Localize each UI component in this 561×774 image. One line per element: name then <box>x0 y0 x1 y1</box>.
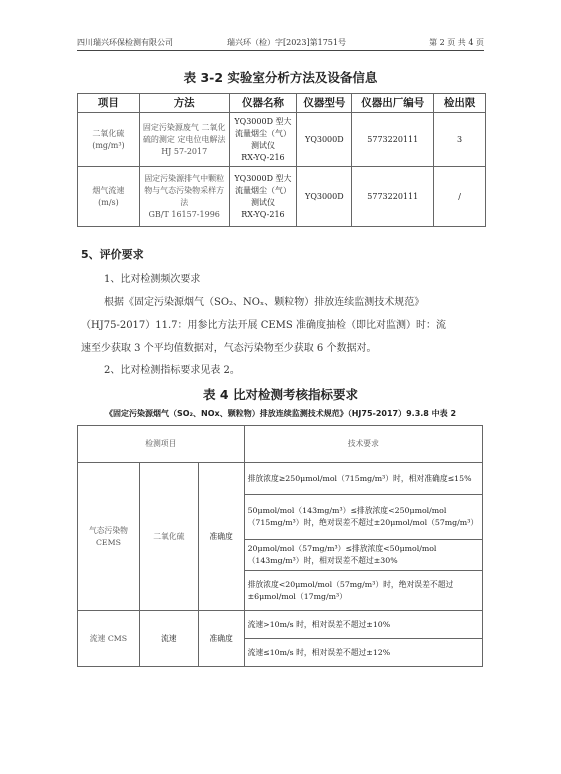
cell-accuracy: 准确度 <box>198 463 244 611</box>
paragraph-indicator: 2、比对检测指标要求见表 2。 <box>104 365 240 376</box>
cell-item: 烟气流速 (m/s) <box>78 167 140 227</box>
page-header <box>77 37 484 51</box>
th-check-item: 检测项目 <box>78 426 245 463</box>
cell-model: YQ3000D <box>297 167 352 227</box>
header-company: 四川瑞兴环保检测有限公司 <box>77 38 173 47</box>
cell-limit: / <box>434 167 486 227</box>
table-4-title: 表 4 比对检测考核指标要求 <box>203 387 358 402</box>
table-4-caption: 《固定污染源烟气（SO₂、NOx、颗粒物）排放连续监测技术规范》（HJ75-2017）9.3.8 中表 2 <box>104 409 457 418</box>
cell-serial: 5773220111 <box>352 113 434 167</box>
cell-method: 固定污染源废气 二氧化硫的测定 定电位电解法 HJ 57-2017 <box>139 113 229 167</box>
cell-item: 二氧化硫 (mg/m³) <box>78 113 140 167</box>
table-3-2-title: 表 3-2 实验室分析方法及设备信息 <box>183 70 378 85</box>
th-item: 项目 <box>78 94 140 113</box>
cell-serial: 5773220111 <box>352 167 434 227</box>
header-page-number: 第 2 页 共 4 页 <box>429 38 484 47</box>
th-limit: 检出限 <box>434 94 486 113</box>
th-model: 仪器型号 <box>297 94 352 113</box>
table-row <box>78 167 486 227</box>
table-row <box>78 113 486 167</box>
cell-requirement: 排放浓度<20μmol/mol（57mg/m³）时，绝对误差不超过±6μmol/mol（17mg/m³） <box>244 571 482 611</box>
cell-requirement: 50μmol/mol（143mg/m³）≤排放浓度<250μmol/mol（715mg/m³）时，绝对误差不超过±20μmol/mol（57mg/m³） <box>244 495 482 540</box>
cell-requirement: 流速>10m/s 时，相对误差不超过±10% <box>244 611 482 639</box>
header-divider <box>77 50 484 51</box>
cell-instrument: YQ3000D 型大流量烟尘（气）测试仪 RX-YQ-216 <box>229 167 297 227</box>
cell-requirement: 20μmol/mol（57mg/m³）≤排放浓度<50μmol/mol（143mg/m³）时，相对误差不超过±30% <box>244 540 482 571</box>
table-header-row <box>78 94 486 113</box>
cell-requirement: 流速≤10m/s 时，相对误差不超过±12% <box>244 639 482 667</box>
paragraph-frequency: 1、比对检测频次要求 <box>104 274 201 285</box>
table-4 <box>77 425 483 667</box>
th-serial: 仪器出厂编号 <box>352 94 434 113</box>
th-instrument: 仪器名称 <box>229 94 297 113</box>
cell-instrument: YQ3000D 型大流量烟尘（气）测试仪 RX-YQ-216 <box>229 113 297 167</box>
cell-model: YQ3000D <box>297 113 352 167</box>
table-header-row <box>78 426 483 463</box>
table-row <box>78 463 483 495</box>
cell-method: 固定污染源排气中颗粒物与气态污染物采样方法 GB/T 16157-1996 <box>139 167 229 227</box>
th-technical-requirement: 技术要求 <box>244 426 482 463</box>
header-doc-number: 瑞兴环（检）字[2023]第1751号 <box>227 38 346 47</box>
table-3-2 <box>77 93 486 227</box>
paragraph-basis-line1: 根据《固定污染源烟气（SO₂、NOₓ、颗粒物）排放连续监测技术规范》 <box>104 297 425 308</box>
section-5-heading: 5、评价要求 <box>81 248 144 261</box>
cell-so2: 二氧化硫 <box>139 463 198 611</box>
table-row <box>78 611 483 639</box>
paragraph-basis-line3: 速至少获取 3 个平均值数据对，气态污染物至少获取 6 个数据对。 <box>81 343 377 354</box>
cell-requirement: 排放浓度≥250μmol/mol（715mg/m³）时，相对准确度≤15% <box>244 463 482 495</box>
cell-flow-velocity: 流速 <box>139 611 198 667</box>
cell-limit: 3 <box>434 113 486 167</box>
cell-flow-cms: 流速 CMS <box>78 611 140 667</box>
th-method: 方法 <box>139 94 229 113</box>
cell-gaseous-cems: 气态污染物 CEMS <box>78 463 140 611</box>
paragraph-basis-line2: （HJ75-2017）11.7：用参比方法开展 CEMS 准确度抽检（即比对监测）时：流 <box>81 320 446 331</box>
cell-accuracy: 准确度 <box>198 611 244 667</box>
